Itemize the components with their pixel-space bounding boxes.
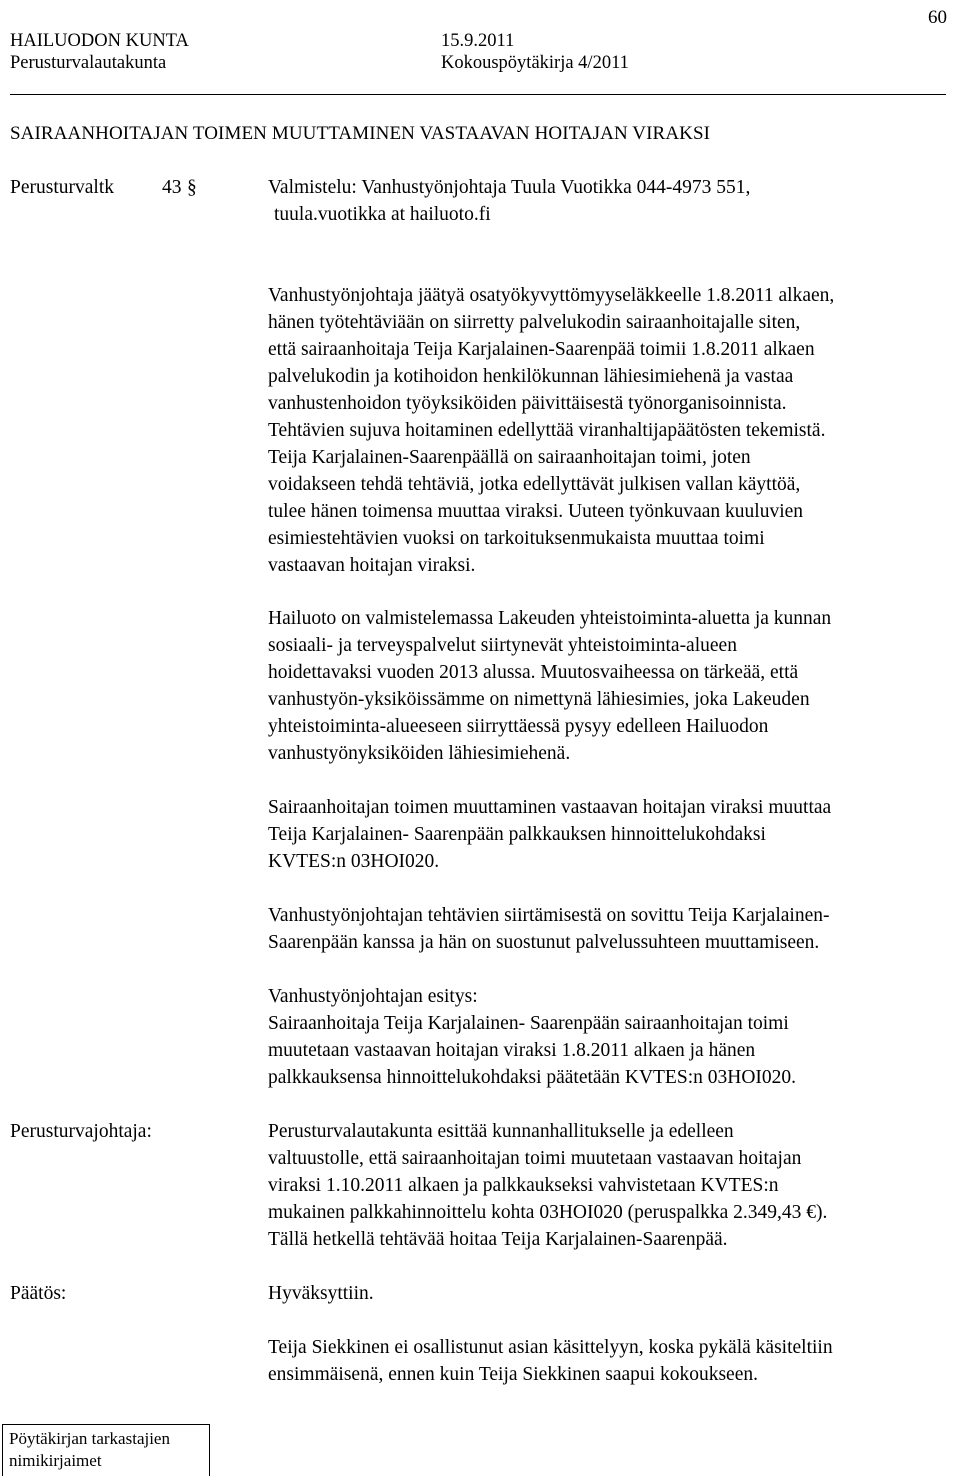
section-symbol: §: [187, 177, 197, 198]
text-line: Saarenpään kanssa ja hän on suostunut palvelussuhteen muuttamiseen.: [268, 932, 820, 953]
prepared-by: Valmistelu: Vanhustyönjohtaja Tuula Vuotikka 044-4973 551,: [268, 177, 751, 198]
text-line: yhteistoiminta-alueeseen siirryttäessä pysyy edelleen Hailuodon: [268, 716, 769, 737]
text-line: Tällä hetkellä tehtävää hoitaa Teija Karjalainen-Saarenpää.: [268, 1229, 728, 1250]
text-line: hänen työtehtäviään on siirretty palvelukodin sairaanhoitajalle siten,: [268, 312, 801, 333]
text-line: Vanhustyönjohtajan tehtävien siirtämisestä on sovittu Teija Karjalainen-: [268, 905, 830, 926]
text-line: tulee hänen toimensa muuttaa viraksi. Uuteen työnkuvaan kuuluvien: [268, 501, 804, 522]
initials-box: [2, 1424, 210, 1476]
header-divider: [10, 94, 946, 95]
section-number: 43: [162, 177, 182, 198]
text-line: Sairaanhoitaja Teija Karjalainen- Saarenpään sairaanhoitajan toimi: [268, 1013, 789, 1034]
text-line: viraksi 1.10.2011 alkaen ja palkkaukseksi vahvistetaan KVTES:n: [268, 1175, 779, 1196]
text-line: vanhustenhoidon työyksiköiden päivittäisestä työnorganisoinnista.: [268, 393, 787, 414]
initials-label-line1: Pöytäkirjan tarkastajien: [9, 1429, 170, 1448]
decision-label: Päätös:: [10, 1283, 67, 1304]
text-line: Tehtävien sujuva hoitaminen edellyttää viranhaltijapäätösten tekemistä.: [268, 420, 826, 441]
text-line: vanhustyön-yksiköissämme on nimettynä lähiesimies, joka Lakeuden: [268, 689, 810, 710]
text-line: Vanhustyönjohtajan esitys:: [268, 986, 478, 1007]
paragraph-cooperation-area: [268, 605, 958, 767]
board-name: Perusturvalautakunta: [10, 53, 167, 73]
text-line: voidakseen tehdä tehtäviä, jotka edellyttävät julkisen vallan käyttöä,: [268, 474, 801, 495]
paragraph-salary-change: [268, 794, 958, 875]
text-line: palkkauksensa hinnoittelukohdaksi päätetään KVTES:n 03HOI020.: [268, 1067, 797, 1088]
page-number: 60: [928, 7, 947, 28]
text-line: Sairaanhoitajan toimen muuttaminen vastaavan hoitajan viraksi muuttaa: [268, 797, 832, 818]
text-line: valtuustolle, että sairaanhoitajan toimi muutetaan vastaavan hoitajan: [268, 1148, 802, 1169]
text-line: Teija Karjalainen- Saarenpään palkkauksen hinnoittelukohdaksi: [268, 824, 766, 845]
minutes-number: Kokouspöytäkirja 4/2011: [441, 53, 629, 73]
municipality-name: HAILUODON KUNTA: [10, 31, 189, 51]
initials-label-line2: nimikirjaimet: [9, 1451, 102, 1470]
text-line: KVTES:n 03HOI020.: [268, 851, 440, 872]
text-line: sosiaali- ja terveyspalvelut siirtynevät yhteistoiminta-alueen: [268, 635, 737, 656]
proposal-text: [268, 1118, 958, 1253]
proposal-label: Perusturvajohtaja:: [10, 1121, 152, 1142]
paragraph-background: [268, 282, 958, 579]
committee-name: Perusturvaltk: [10, 177, 114, 198]
text-line: ensimmäisenä, ennen kuin Teija Siekkinen saapui kokoukseen.: [268, 1364, 758, 1385]
text-line: esimiestehtävien vuoksi on tarkoituksenmukaista muuttaa toimi: [268, 528, 765, 549]
text-line: Perusturvalautakunta esittää kunnanhallitukselle ja edelleen: [268, 1121, 734, 1142]
text-line: Teija Siekkinen ei osallistunut asian käsittelyyn, koska pykälä käsiteltiin: [268, 1337, 833, 1358]
paragraph-agreement: [268, 902, 958, 956]
text-line: muutetaan vastaavan hoitajan viraksi 1.8.2011 alkaen ja hänen: [268, 1040, 756, 1061]
meeting-date: 15.9.2011: [441, 31, 515, 51]
text-line: hoidettavaksi vuoden 2013 alussa. Muutosvaiheessa on tärkeää, että: [268, 662, 799, 683]
text-line: että sairaanhoitaja Teija Karjalainen-Saarenpää toimii 1.8.2011 alkaen: [268, 339, 815, 360]
text-line: vanhustyönyksiköiden lähiesimiehenä.: [268, 743, 571, 764]
text-line: Hailuoto on valmistelemassa Lakeuden yhteistoiminta-aluetta ja kunnan: [268, 608, 832, 629]
text-line: mukainen palkkahinnoittelu kohta 03HOI020 (peruspalkka 2.349,43 €).: [268, 1202, 828, 1223]
decision-note: [268, 1334, 958, 1388]
preparer-email: tuula.vuotikka at hailuoto.fi: [274, 204, 491, 225]
text-line: Teija Karjalainen-Saarenpäällä on sairaanhoitajan toimi, joten: [268, 447, 751, 468]
decision-text: Hyväksyttiin.: [268, 1283, 374, 1304]
text-line: vastaavan hoitajan viraksi.: [268, 555, 476, 576]
text-line: Vanhustyönjohtaja jäätyä osatyökyvyttömyyseläkkeelle 1.8.2011 alkaen,: [268, 285, 835, 306]
text-line: palvelukodin ja kotihoidon henkilökunnan lähiesimiehenä ja vastaa: [268, 366, 794, 387]
document-title: SAIRAANHOITAJAN TOIMEN MUUTTAMINEN VASTAAVAN HOITAJAN VIRAKSI: [10, 123, 711, 144]
paragraph-director-proposal: [268, 983, 958, 1091]
